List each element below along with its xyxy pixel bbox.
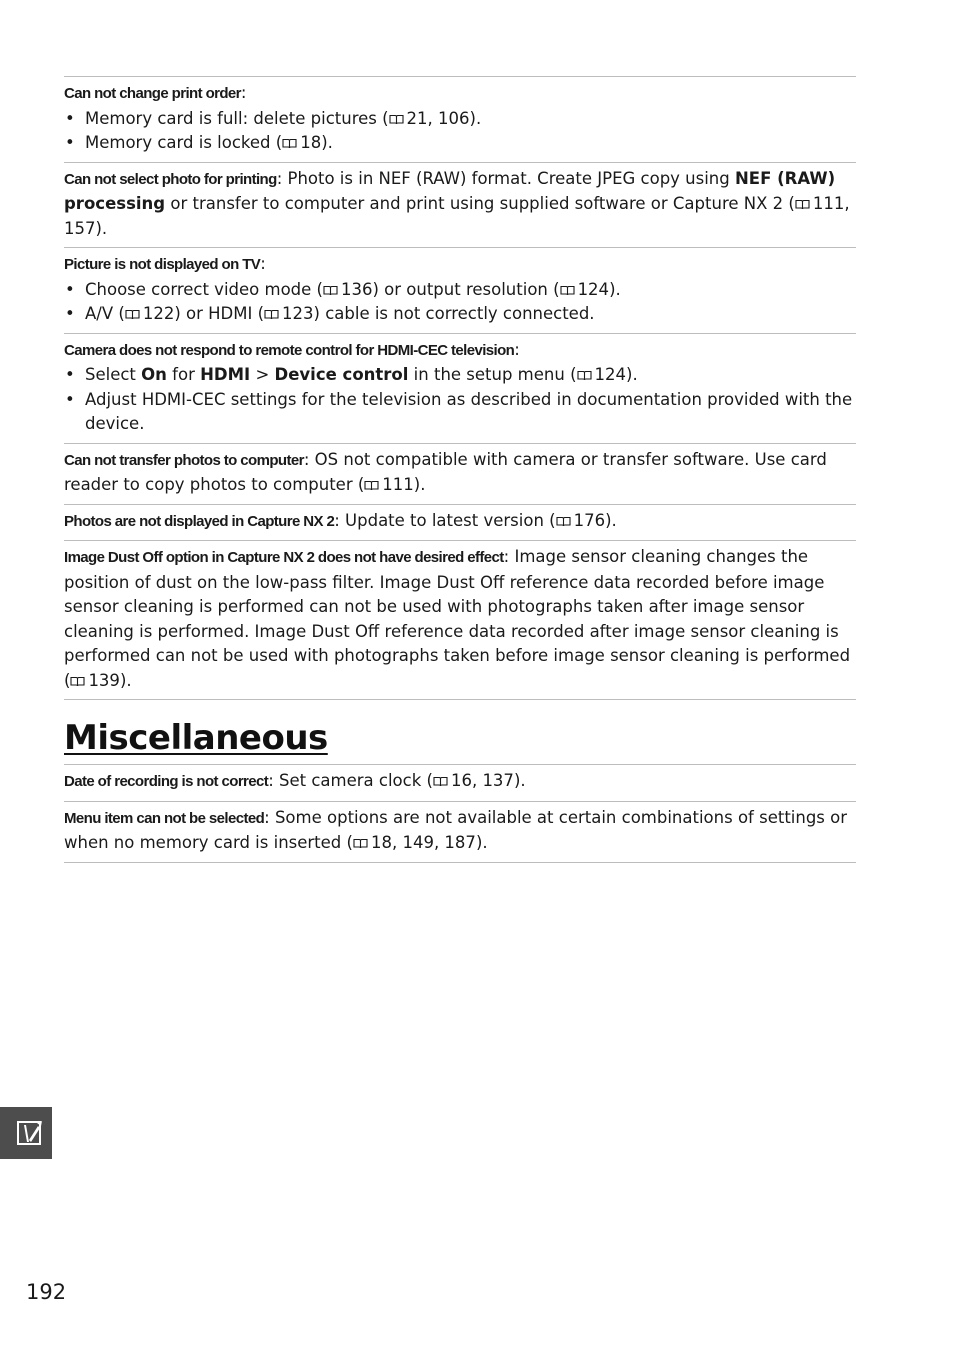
bullet-list: [64, 363, 856, 437]
book-reference-icon: [556, 516, 571, 527]
bullet-list: [64, 278, 856, 327]
book-reference-icon: [353, 838, 368, 849]
entry-heading: Photos are not displayed in Capture NX 2: [64, 512, 335, 530]
text-fragment: or transfer to computer and print using supplied software or Capture NX 2 (: [165, 194, 795, 213]
text-fragment: NEF (RAW) processing: [64, 168, 836, 213]
text-fragment: ) or HDMI (: [174, 304, 265, 323]
book-reference-icon: [70, 676, 85, 687]
book-reference-icon: [264, 309, 279, 320]
text-fragment: 122: [142, 304, 175, 323]
entry-heading-line: [64, 81, 856, 107]
entry-heading: Picture is not displayed on TV: [64, 256, 261, 273]
text-fragment: Update to latest version (: [339, 510, 556, 530]
entry-heading: Image Dust Off option in Capture NX 2 does not have desired effect: [64, 549, 504, 566]
book-reference-icon: [125, 309, 140, 320]
entry-text: [64, 545, 856, 693]
text-fragment: 111: [382, 475, 414, 494]
troubleshooting-tab-icon: [17, 1120, 43, 1146]
bullet-list: [64, 107, 856, 156]
list-item: [64, 302, 856, 327]
entry-heading-line: [64, 338, 856, 364]
book-reference-icon: [389, 114, 404, 125]
list-item: [64, 363, 856, 388]
entry-tv: [64, 247, 856, 333]
page-number: 192: [26, 1280, 67, 1304]
entry-heading: Camera does not respond to remote control for HDMI-CEC television: [64, 341, 515, 359]
text-fragment: :: [240, 83, 247, 102]
entry-text: [64, 448, 856, 498]
text-fragment: 136: [340, 279, 373, 299]
entry-dust-off: [64, 540, 856, 700]
text-fragment: ).: [513, 771, 526, 790]
text-fragment: On: [141, 365, 167, 384]
entry-transfer: [64, 443, 856, 504]
text-fragment: ) cable is not correctly connected.: [313, 304, 595, 323]
book-reference-icon: [364, 480, 379, 491]
entry-heading: Date of recording is not correct: [64, 773, 269, 790]
text-fragment: :: [334, 510, 340, 530]
text-fragment: 124: [594, 365, 627, 384]
entry-select-photo: [64, 162, 856, 248]
text-fragment: Set camera clock (: [273, 771, 433, 790]
section-title: Miscellaneous: [64, 718, 328, 758]
book-reference-icon: [282, 138, 297, 149]
text-fragment: 18, 149, 187: [370, 833, 476, 852]
text-fragment: Select: [85, 365, 142, 384]
text-fragment: 123: [282, 304, 314, 323]
book-reference-icon: [577, 370, 592, 381]
text-fragment: ) or output resolution (: [372, 279, 560, 299]
text-fragment: >: [250, 365, 275, 384]
book-reference-icon: [323, 285, 338, 296]
text-fragment: ).: [626, 365, 638, 384]
text-fragment: 139: [88, 670, 120, 690]
text-fragment: HDMI: [200, 365, 251, 384]
text-fragment: ).: [321, 133, 333, 152]
text-fragment: :: [260, 254, 266, 273]
entry-heading: Menu item can not be selected: [64, 809, 265, 827]
text-fragment: Photo is in NEF (RAW) format. Create JPEG copy using: [282, 168, 735, 188]
text-fragment: OS not compatible with camera or transfer software. Use card reader to copy photos to computer (: [64, 449, 827, 494]
book-reference-icon: [433, 776, 448, 787]
text-fragment: ).: [469, 108, 482, 128]
page-content: [64, 76, 856, 863]
entry-heading: Can not change print order: [64, 85, 241, 102]
text-fragment: ).: [95, 218, 108, 238]
text-fragment: A/V (: [85, 304, 125, 323]
text-fragment: 111, 157: [64, 194, 850, 238]
text-fragment: :: [264, 807, 270, 827]
entry-text: [64, 806, 856, 856]
entry-text: [64, 509, 856, 535]
entry-heading: Can not transfer photos to computer: [64, 451, 304, 469]
text-fragment: :: [276, 168, 283, 188]
text-fragment: :: [503, 547, 510, 566]
text-fragment: :: [303, 449, 310, 469]
book-reference-icon: [795, 199, 810, 210]
text-fragment: Some options are not available at certain combinations of settings or when no memory card is inserted (: [64, 807, 848, 852]
entry-menu-item: [64, 801, 856, 863]
text-fragment: Memory card is full: delete pictures (: [85, 108, 389, 128]
text-fragment: 18: [300, 133, 322, 152]
list-item: [64, 131, 856, 156]
text-fragment: 16, 137: [450, 771, 514, 790]
text-fragment: 176: [573, 510, 606, 530]
text-fragment: Device control: [274, 365, 409, 384]
text-fragment: ).: [605, 510, 617, 530]
entry-heading: Can not select photo for printing: [64, 170, 277, 188]
text-fragment: 21, 106: [406, 108, 470, 128]
entry-text: [64, 167, 856, 242]
entry-date-recording: [64, 764, 856, 801]
entry-print-order: [64, 76, 856, 162]
text-fragment: ).: [413, 475, 426, 494]
entry-hdmi-cec: [64, 333, 856, 443]
chapter-side-tab: [0, 1107, 52, 1159]
list-item: [64, 278, 856, 303]
text-fragment: ).: [475, 833, 488, 852]
text-fragment: ).: [609, 279, 621, 299]
entry-capture-nx: [64, 504, 856, 541]
entry-heading-line: [64, 252, 856, 278]
text-fragment: 124: [577, 279, 610, 299]
text-fragment: Adjust HDMI-CEC settings for the television as described in documentation provided with the device.: [85, 389, 853, 433]
text-fragment: for: [166, 365, 201, 384]
book-reference-icon: [560, 285, 575, 296]
text-fragment: :: [514, 339, 520, 359]
list-item: [64, 107, 856, 132]
list-item: [64, 388, 856, 437]
text-fragment: Image sensor cleaning changes the position of dust on the low-pass filter. Image Dust Off reference data recorded before image sensor cleaning is performed can not be used with photographs taken after image sensor cleaning is performed. Image Dust Off reference data recorded after image sensor cleaning is performed can not be used with photographs taken before image sensor cleaning is performed (: [64, 547, 851, 690]
text-fragment: Choose correct video mode (: [85, 279, 323, 299]
entry-text: [64, 769, 856, 795]
text-fragment: ).: [119, 670, 132, 690]
text-fragment: in the setup menu (: [408, 365, 577, 384]
text-fragment: :: [268, 771, 274, 790]
text-fragment: Memory card is locked (: [85, 133, 283, 152]
